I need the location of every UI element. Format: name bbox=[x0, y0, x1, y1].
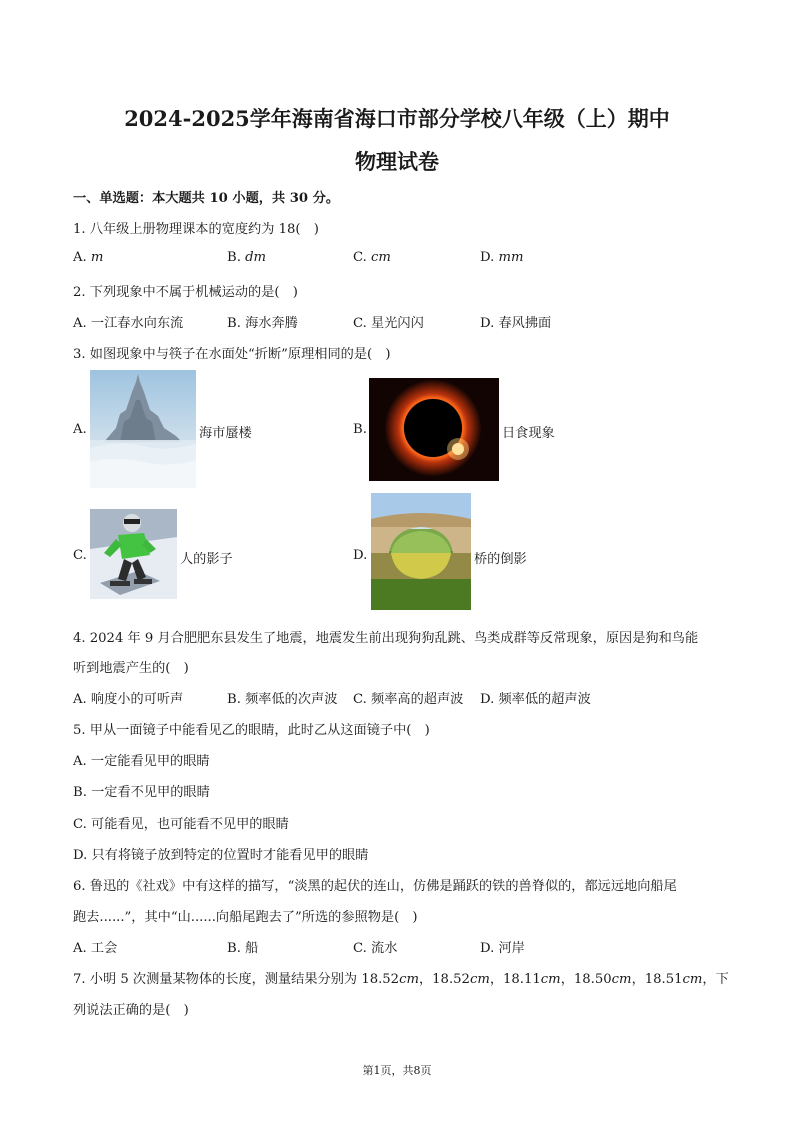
question-6-stem-line2: 跑去......”，其中“山......向船尾跑去了”所选的参照物是( ) bbox=[73, 910, 418, 925]
q4-option-a: A. 响度小的可听声 bbox=[73, 692, 184, 707]
q3-option-d-caption: 桥的倒影 bbox=[474, 552, 527, 567]
skier-shadow-image bbox=[90, 509, 177, 599]
q2-option-a: A. 一江春水向东流 bbox=[73, 316, 184, 331]
q4-option-b: B. 频率低的次声波 bbox=[227, 692, 338, 707]
question-5-stem: 5. 甲从一面镜子中能看见乙的眼睛，此时乙从这面镜子中( ) bbox=[73, 723, 430, 738]
question-4-stem-line2: 听到地震产生的( ) bbox=[73, 661, 189, 676]
exam-title-line2: 物理试卷 bbox=[355, 149, 439, 174]
question-7-stem-line2: 列说法正确的是( ) bbox=[73, 1003, 189, 1018]
question-4-stem-line1: 4. 2024 年 9 月合肥肥东县发生了地震，地震发生前出现狗狗乱跳、鸟类成群等反常现象，原因是狗和鸟能 bbox=[73, 631, 699, 646]
q2-option-d: D. 春风拂面 bbox=[480, 316, 552, 331]
q6-option-a: A. 工会 bbox=[73, 941, 118, 956]
q3-option-d-letter: D. bbox=[353, 548, 368, 563]
page-footer: 第1页，共8页 bbox=[362, 1064, 432, 1077]
q1-option-b: B. dm bbox=[227, 250, 267, 265]
q3-option-b-caption: 日食现象 bbox=[502, 426, 555, 441]
q6-option-b: B. 船 bbox=[227, 941, 259, 956]
q1-option-d: D. mm bbox=[480, 250, 524, 265]
q4-option-c: C. 频率高的超声波 bbox=[353, 692, 464, 707]
question-3-stem: 3. 如图现象中与筷子在水面处“折断”原理相同的是( ) bbox=[73, 347, 391, 362]
q3-option-b-letter: B. bbox=[353, 422, 367, 437]
q2-option-c: C. 星光闪闪 bbox=[353, 316, 424, 331]
q1-option-a: A. m bbox=[73, 250, 104, 265]
bridge-reflection-image bbox=[371, 493, 471, 610]
q4-option-d: D. 频率低的超声波 bbox=[480, 692, 591, 707]
q3-option-c-caption: 人的影子 bbox=[180, 552, 233, 567]
exam-title-line1: 2024-2025学年海南省海口市部分学校八年级（上）期中 bbox=[124, 106, 670, 131]
q3-option-a-letter: A. bbox=[73, 422, 87, 437]
q1-option-c: C. cm bbox=[353, 250, 391, 265]
question-7-stem-line1: 7. 小明 5 次测量某物体的长度，测量结果分别为 18.52cm，18.52cm，18.11cm，18.50cm，18.51cm，下 bbox=[73, 972, 729, 987]
q5-option-a: A. 一定能看见甲的眼睛 bbox=[73, 754, 210, 769]
q6-option-d: D. 河岸 bbox=[480, 941, 525, 956]
q6-option-c: C. 流水 bbox=[353, 941, 398, 956]
q5-option-d: D. 只有将镜子放到特定的位置时才能看见甲的眼睛 bbox=[73, 848, 369, 863]
q3-option-a-caption: 海市蜃楼 bbox=[199, 426, 252, 441]
q3-option-c-letter: C. bbox=[73, 548, 87, 563]
q2-option-b: B. 海水奔腾 bbox=[227, 316, 298, 331]
section-heading: 一、单选题：本大题共 10 小题，共 30 分。 bbox=[73, 191, 340, 206]
q5-option-c: C. 可能看见，也可能看不见甲的眼睛 bbox=[73, 817, 289, 832]
question-6-stem-line1: 6. 鲁迅的《社戏》中有这样的描写，“淡黑的起伏的连山，仿佛是踊跃的铁的兽脊似的，都远远地向船尾 bbox=[73, 879, 677, 894]
question-2-stem: 2. 下列现象中不属于机械运动的是( ) bbox=[73, 285, 298, 300]
solar-eclipse-image bbox=[369, 378, 499, 481]
question-1-stem: 1. 八年级上册物理课本的宽度约为 18( ) bbox=[73, 222, 319, 237]
q5-option-b: B. 一定看不见甲的眼睛 bbox=[73, 785, 210, 800]
mirage-castle-image bbox=[90, 370, 196, 488]
